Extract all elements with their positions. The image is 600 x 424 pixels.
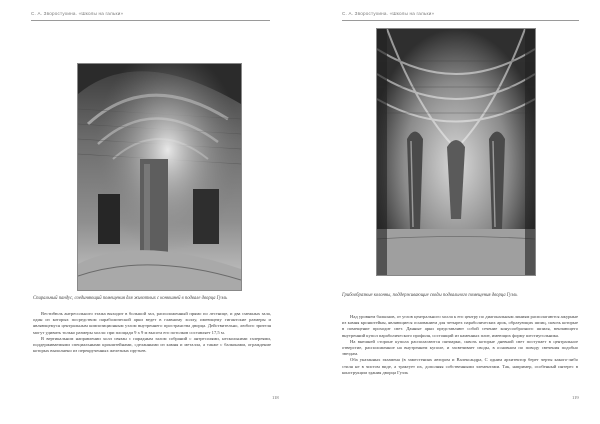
spiral-ramp-image — [78, 64, 241, 290]
page-number: 119 — [572, 395, 579, 400]
paragraph: Оба указанных экзамена (в заместениях автором и Валександра, С одним архитектор берет черты какого-либо стиля не в чистом виде, а трактует их, дополняя собственными элементами. Так, например, особенный интерес в конструкции здания дворца Гуэль — [342, 357, 578, 375]
running-head: С. А. Зворостухина. «Школы на гальки» — [342, 11, 435, 16]
photo-mushroom-columns — [376, 28, 536, 276]
paragraph: На внешней стороне купола располагаются пятиарки, сквозь которые дневной свет поступает в центральное отверстие, расположенное на внутреннем куполе, и засвечивает своды, в основном по поводу свечения подобно звездам. — [342, 338, 578, 357]
right-page — [300, 0, 600, 424]
running-head: С. А. Зворостухина. «Школы на гальки» — [31, 11, 124, 16]
paragraph: В вертикальном направлении холл связан с парадным залом собраний с антресолями, несколькими галереями, поддерживаемыми специальными кронштейнами, сделанными из камня и металла, а также с балконами, ограждение которых выполнено из перекрученных железных прутьев. — [33, 335, 271, 354]
paragraph: Вестибюль антресольного этажа выходит в большой зал, расположенный прямо по лестнице, и два смежных зала, один из которых посредством параболической арки ведет в главному холлу, имеющему гигантские размеры и являющемуся центральным композиционным узлом внутреннего пространства дворца. Действительно, любого зрителя могут удивить только размеры холла: при площади 9 x 9 м высота его потолков составляет 17,5 м. — [33, 311, 271, 335]
body-text — [342, 314, 578, 376]
photo-spiral-ramp — [77, 63, 242, 291]
paragraph: Над уровнем балконов, от углов центрального холла к его центру по диагональным линиям располагаются ажурные из камня кронштейны, являющиеся основанием для четырех параболических арок, образующих шпиц, сквозь которые в помещение проходит свет. Данные арки представляют собой сечение конусообразного шпиля, венчающего внутренний купол параболического профиля, состоящий из каменных плит, имеющих форму шестиугольника. — [342, 314, 578, 338]
header-rule — [31, 20, 270, 21]
header-rule — [342, 20, 579, 21]
page-number: 118 — [272, 395, 279, 400]
mushroom-columns-image — [377, 29, 535, 275]
photo-caption: Грибообразные колонны, поддерживающие своды подвального помещения дворца Гуэль — [342, 293, 518, 298]
body-text — [33, 311, 271, 354]
photo-caption: Спиральный пандус, соединяющий помещения для животных с конюшней в подвале дворца Гуэль — [33, 296, 228, 301]
